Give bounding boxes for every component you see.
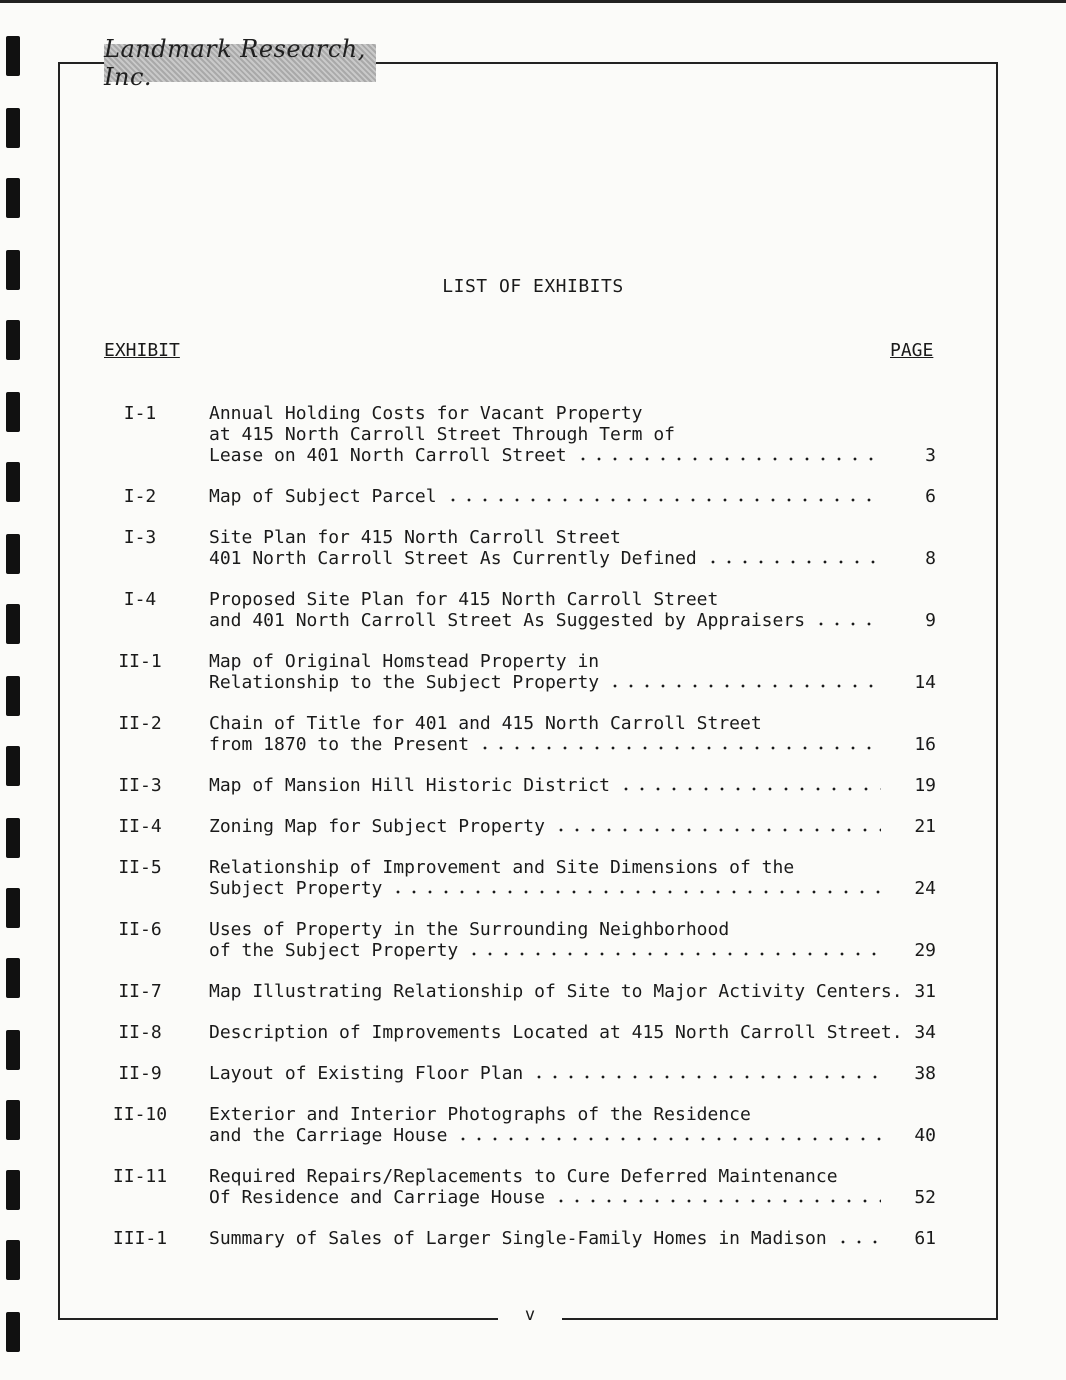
exhibit-description-line: Map Illustrating Relationship of Site to Major Activity Centers. — [209, 981, 903, 1002]
exhibit-number: II-7 — [118, 981, 162, 1002]
dot-leader — [553, 1189, 881, 1203]
exhibit-number: III-1 — [112, 1228, 168, 1249]
dot-leader — [466, 942, 881, 956]
dot-leader — [531, 1065, 881, 1079]
exhibit-page-number: 38 — [914, 1063, 936, 1084]
exhibit-column-header: EXHIBIT — [104, 340, 180, 361]
exhibit-list — [0, 403, 1066, 1269]
exhibit-row — [0, 1166, 1066, 1208]
exhibit-number: II-11 — [112, 1166, 168, 1187]
exhibit-description-line: Proposed Site Plan for 415 North Carroll Street — [209, 589, 719, 610]
dot-leader — [445, 488, 881, 502]
exhibit-row — [0, 816, 1066, 837]
exhibit-description-line: Map of Subject Parcel — [209, 486, 437, 507]
dot-leader — [477, 736, 881, 750]
exhibit-row — [0, 713, 1066, 755]
page-title: LIST OF EXHIBITS — [442, 276, 624, 297]
exhibit-page-number: 14 — [914, 672, 936, 693]
exhibit-description — [209, 1166, 889, 1208]
exhibit-row — [0, 775, 1066, 796]
exhibit-row — [0, 1228, 1066, 1249]
dot-leader — [813, 612, 881, 626]
exhibit-number: II-4 — [118, 816, 162, 837]
dot-leader — [618, 777, 881, 791]
exhibit-description-line: Uses of Property in the Surrounding Neighborhood — [209, 919, 730, 940]
exhibit-description-line: and the Carriage House — [209, 1125, 448, 1146]
exhibit-description-line: Lease on 401 North Carroll Street — [209, 445, 567, 466]
exhibit-page-number: 29 — [914, 940, 936, 961]
exhibit-row — [0, 919, 1066, 961]
binder-hole — [6, 108, 20, 148]
exhibit-description — [209, 403, 889, 466]
exhibit-page-number: 61 — [914, 1228, 936, 1249]
exhibit-page-number: 19 — [914, 775, 936, 796]
exhibit-number: I-4 — [123, 589, 157, 610]
exhibit-description-line: 401 North Carroll Street As Currently Defined — [209, 548, 697, 569]
exhibit-description-line: Site Plan for 415 North Carroll Street — [209, 527, 621, 548]
exhibit-description-line: Map of Mansion Hill Historic District — [209, 775, 610, 796]
exhibit-number: II-1 — [118, 651, 162, 672]
dot-leader — [575, 447, 881, 461]
company-logo-text: Landmark Research, Inc. — [104, 35, 366, 91]
exhibit-row — [0, 981, 1066, 1002]
exhibit-number: II-10 — [112, 1104, 168, 1125]
exhibit-number: II-9 — [118, 1063, 162, 1084]
exhibit-page-number: 31 — [914, 981, 936, 1002]
exhibit-page-number: 24 — [914, 878, 936, 899]
page-number: v — [498, 1300, 562, 1330]
exhibit-number: II-3 — [118, 775, 162, 796]
dot-leader — [390, 880, 881, 894]
exhibit-row — [0, 1104, 1066, 1146]
exhibit-row — [0, 651, 1066, 693]
exhibit-description-line: Exterior and Interior Photographs of the Residence — [209, 1104, 751, 1125]
exhibit-description-line: Zoning Map for Subject Property — [209, 816, 545, 837]
exhibit-description — [209, 816, 889, 837]
binder-hole — [6, 1312, 20, 1352]
binder-hole — [6, 178, 20, 218]
dot-leader — [455, 1127, 881, 1141]
exhibit-page-number: 8 — [925, 548, 936, 569]
exhibit-description-line: Layout of Existing Floor Plan — [209, 1063, 524, 1084]
exhibit-description-line: Subject Property — [209, 878, 383, 899]
exhibit-description-line: Relationship of Improvement and Site Dimensions of the — [209, 857, 795, 878]
exhibit-number: II-5 — [118, 857, 162, 878]
binder-hole — [6, 320, 20, 360]
exhibit-page-number: 21 — [914, 816, 936, 837]
exhibit-row — [0, 589, 1066, 631]
exhibit-description — [209, 1228, 889, 1249]
exhibit-number: II-6 — [118, 919, 162, 940]
exhibit-row — [0, 527, 1066, 569]
exhibit-description-line: of the Subject Property — [209, 940, 459, 961]
exhibit-row — [0, 857, 1066, 899]
dot-leader — [553, 818, 881, 832]
exhibit-description — [209, 1022, 903, 1043]
exhibit-description — [209, 919, 889, 961]
exhibit-row — [0, 486, 1066, 507]
exhibit-description — [209, 589, 889, 631]
exhibit-description-line: Description of Improvements Located at 415 North Carroll Street. — [209, 1022, 903, 1043]
exhibit-description-line: at 415 North Carroll Street Through Term of — [209, 424, 675, 445]
exhibit-description-line: Of Residence and Carriage House — [209, 1187, 545, 1208]
exhibit-description-line: Annual Holding Costs for Vacant Property — [209, 403, 643, 424]
exhibit-description — [209, 857, 889, 899]
exhibit-description-line: Relationship to the Subject Property — [209, 672, 600, 693]
exhibit-description-line: Map of Original Homstead Property in — [209, 651, 600, 672]
exhibit-row — [0, 1063, 1066, 1084]
dot-leader — [705, 550, 881, 564]
exhibit-description-line: Required Repairs/Replacements to Cure Deferred Maintenance — [209, 1166, 838, 1187]
top-edge-line — [0, 0, 1066, 3]
binder-hole — [6, 36, 20, 76]
exhibit-number: II-8 — [118, 1022, 162, 1043]
exhibit-description — [209, 1104, 889, 1146]
exhibit-number: I-2 — [123, 486, 157, 507]
page-column-header: PAGE — [890, 340, 934, 361]
exhibit-row — [0, 1022, 1066, 1043]
exhibit-description — [209, 713, 889, 755]
exhibit-description-line: from 1870 to the Present — [209, 734, 470, 755]
exhibit-page-number: 3 — [925, 445, 936, 466]
exhibit-description — [209, 981, 903, 1002]
exhibit-description-line: and 401 North Carroll Street As Suggested by Appraisers — [209, 610, 806, 631]
exhibit-description-line: Chain of Title for 401 and 415 North Carroll Street — [209, 713, 762, 734]
exhibit-description — [209, 527, 889, 569]
exhibit-page-number: 40 — [914, 1125, 936, 1146]
dot-leader — [607, 674, 881, 688]
exhibit-description — [209, 775, 889, 796]
exhibit-page-number: 9 — [925, 610, 936, 631]
exhibit-row — [0, 403, 1066, 466]
exhibit-number: I-3 — [123, 527, 157, 548]
exhibit-description — [209, 486, 889, 507]
exhibit-number: II-2 — [118, 713, 162, 734]
exhibit-page-number: 34 — [914, 1022, 936, 1043]
exhibit-number: I-1 — [123, 403, 157, 424]
exhibit-description-line: Summary of Sales of Larger Single-Family Homes in Madison — [209, 1228, 827, 1249]
company-logo — [104, 35, 376, 91]
exhibit-page-number: 52 — [914, 1187, 936, 1208]
exhibit-description — [209, 651, 889, 693]
dot-leader — [835, 1230, 881, 1244]
exhibit-page-number: 16 — [914, 734, 936, 755]
exhibit-page-number: 6 — [925, 486, 936, 507]
exhibit-description — [209, 1063, 889, 1084]
